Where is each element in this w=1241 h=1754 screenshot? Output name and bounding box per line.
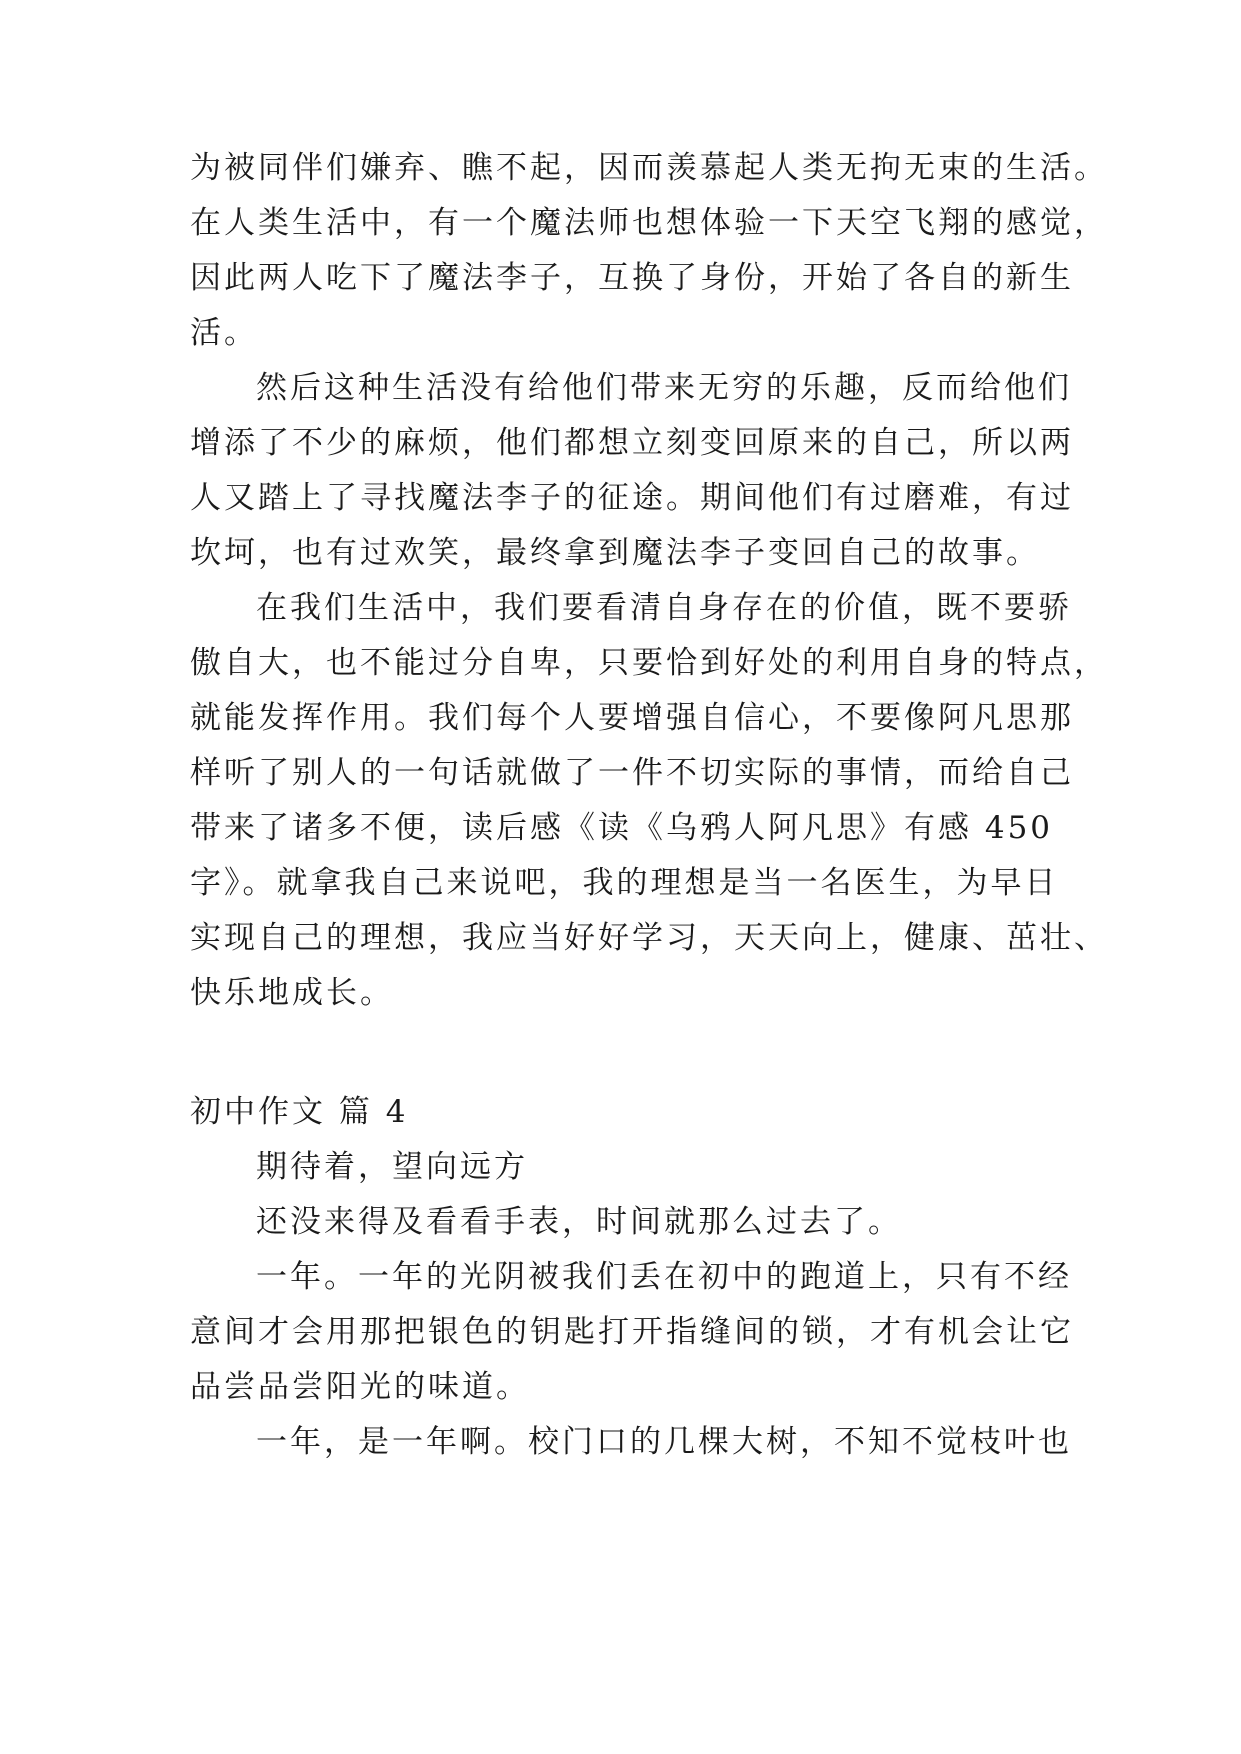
text-line: 就能发挥作用。我们每个人要增强自信心，不要像阿凡思那 (190, 700, 1074, 736)
text-line: 带来了诸多不便，读后感《读《乌鸦人阿凡思》有感 450 (190, 810, 1054, 846)
text-line: 实现自己的理想，我应当好好学习，天天向上，健康、茁壮、 (190, 920, 1108, 956)
text-line: 字》。就拿我自己来说吧，我的理想是当一名医生，为早日 (190, 865, 1059, 901)
text-line: 活。 (190, 315, 258, 351)
paragraph-start: 一年。一年的光阴被我们丢在初中的跑道上，只有不经 (256, 1259, 1072, 1295)
text-line: 快乐地成长。 (190, 975, 394, 1011)
text-line: 样听了别人的一句话就做了一件不切实际的事情，而给自己 (190, 755, 1074, 791)
text-line: 坎坷，也有过欢笑，最终拿到魔法李子变回自己的故事。 (190, 535, 1040, 571)
text-line: 意间才会用那把银色的钥匙打开指缝间的锁，才有机会让它 (190, 1314, 1074, 1350)
text-line: 人又踏上了寻找魔法李子的征途。期间他们有过磨难，有过 (190, 480, 1074, 516)
text-line: 品尝品尝阳光的味道。 (190, 1369, 530, 1405)
text-line: 增添了不少的麻烦，他们都想立刻变回原来的自己，所以两 (190, 425, 1074, 461)
section-heading: 初中作文 篇 4 (190, 1094, 409, 1130)
text-line: 在人类生活中，有一个魔法师也想体验一下天空飞翔的感觉， (190, 205, 1108, 241)
paragraph-start: 然后这种生活没有给他们带来无穷的乐趣，反而给他们 (256, 370, 1072, 406)
text-line: 傲自大，也不能过分自卑，只要恰到好处的利用自身的特点， (190, 645, 1108, 681)
paragraph-start: 还没来得及看看手表，时间就那么过去了。 (256, 1204, 902, 1240)
paragraph-start: 在我们生活中，我们要看清自身存在的价值，既不要骄 (256, 590, 1072, 626)
text-line: 因此两人吃下了魔法李子，互换了身份，开始了各自的新生 (190, 260, 1074, 296)
paragraph-start: 一年，是一年啊。校门口的几棵大树，不知不觉枝叶也 (256, 1424, 1072, 1460)
essay-title: 期待着，望向远方 (256, 1149, 528, 1185)
text-line: 为被同伴们嫌弃、瞧不起，因而羡慕起人类无拘无束的生活。 (190, 150, 1108, 186)
